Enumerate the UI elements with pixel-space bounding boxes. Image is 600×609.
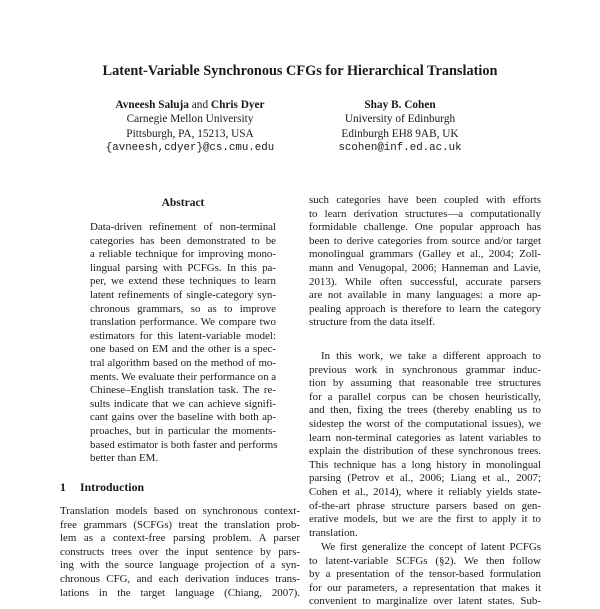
text-line: chronous grammars, so as to improve bbox=[90, 302, 276, 315]
text-line: per, we extend these techniques to learn bbox=[90, 275, 276, 288]
text-line: for a parallel corpus can be chosen heuristically, bbox=[309, 390, 541, 403]
text-line: We first generalize the concept of latent PCFGs bbox=[321, 541, 541, 553]
text-line: a reliable technique for improving mono- bbox=[90, 248, 276, 261]
author-address: Edinburgh EH8 9AB, UK bbox=[341, 127, 459, 140]
text-line: sidestep the worst of the computational issues), we bbox=[309, 417, 541, 430]
author-email: {avneesh,cdyer}@cs.cmu.edu bbox=[105, 141, 275, 154]
text-line: are not available in many languages: a more ap- bbox=[309, 289, 541, 302]
author-block-edinburgh bbox=[300, 98, 500, 155]
text-line: categories has been demonstrated to be bbox=[90, 234, 276, 247]
author-name: Avneesh Saluja bbox=[115, 99, 189, 111]
text-line: pealing approach is therefore to learn the category bbox=[309, 302, 541, 315]
text-line: chronous CFG, and each derivation induces trans- bbox=[60, 572, 300, 585]
abstract-heading: Abstract bbox=[161, 197, 205, 209]
text-line: for our parameters, a representation that makes it bbox=[309, 581, 541, 594]
text-line: lingual parsing with PCFGs. In this pa- bbox=[90, 261, 276, 274]
abstract-body bbox=[90, 221, 276, 466]
text-line: tral algorithm based on the method of mo- bbox=[90, 356, 276, 369]
text-line: parsing (Petrov et al., 2006; Liang et al., 2007; bbox=[309, 472, 541, 485]
text-line: free grammars (SCFGs) treat the translation prob- bbox=[60, 518, 300, 531]
text-line: latent refinements of single-category syn- bbox=[90, 288, 276, 301]
text-line: better than EM. bbox=[90, 452, 159, 465]
author-address: Pittsburgh, PA, 15213, USA bbox=[126, 127, 254, 140]
text-line: one based on EM and the other is a spec- bbox=[90, 343, 276, 356]
text-line: estimators for this latent-variable model: bbox=[90, 329, 276, 342]
text-line: tion by assuming that reasonable tree structures bbox=[309, 377, 541, 390]
intro-paragraph-2 bbox=[309, 194, 541, 330]
intro-paragraph-4 bbox=[309, 541, 541, 609]
author-name: Chris Dyer bbox=[210, 99, 265, 111]
text-line: Data-driven refinement of non-terminal bbox=[90, 221, 276, 233]
text-line: 2013). While often successful, accurate parsers bbox=[309, 275, 541, 288]
text-line: to learn derivation structures—a computationally bbox=[309, 207, 541, 220]
author-email: scohen@inf.ed.ac.uk bbox=[338, 141, 462, 154]
text-line: erative models, but we are the first to apply it to bbox=[309, 513, 541, 526]
section-number: 1 bbox=[60, 480, 66, 494]
author-affiliation: Carnegie Mellon University bbox=[126, 113, 254, 126]
text-line: sults indicate that we can achieve signifi- bbox=[90, 397, 276, 410]
text-line: translation performance. We compare two bbox=[90, 316, 276, 329]
text-line: lem as a context-free parsing problem. A parser bbox=[60, 532, 300, 545]
intro-paragraph-3 bbox=[309, 350, 541, 540]
text-line: by a presentation of the tensor-based formulation bbox=[309, 568, 541, 581]
text-line: to latent-variable SCFGs (§2). We then follow bbox=[309, 554, 541, 567]
text-line: based estimator is both faster and performs bbox=[90, 438, 278, 451]
text-line: learn non-terminal categories as latent variables to bbox=[309, 431, 541, 444]
text-line: convenient to marginalize over latent states. Sub- bbox=[309, 595, 541, 608]
author-name: Shay B. Cohen bbox=[364, 99, 436, 111]
text-line: Translation models based on synchronous context- bbox=[60, 505, 300, 517]
text-line: been to derive categories from source and/or target bbox=[309, 234, 541, 247]
text-line: proaches, but in particular the moments- bbox=[90, 424, 276, 437]
text-line: Cohen et al., 2014), where it reliably yields state- bbox=[309, 485, 541, 498]
author-block-cmu bbox=[70, 98, 310, 155]
text-line: such categories have been coupled with efforts bbox=[309, 194, 541, 206]
author-conjunction: and bbox=[188, 99, 211, 111]
text-line: lations in the target language (Chiang, 2007). bbox=[60, 586, 300, 599]
section-title: Introduction bbox=[80, 480, 145, 494]
text-line: ments. We evaluate their performance on a bbox=[90, 370, 277, 383]
text-line: mann and Venugopal, 2006; Hanneman and Lavie, bbox=[309, 261, 541, 274]
text-line: cant gains over the baseline with both ap- bbox=[90, 411, 276, 424]
text-line: monolingual grammars (Galley et al., 2004; Zoll- bbox=[309, 248, 541, 261]
intro-paragraph-1 bbox=[60, 505, 300, 600]
text-line: previous work in synchronous grammar induc- bbox=[309, 363, 541, 376]
text-line: formidable challenge. One popular approach has bbox=[309, 221, 541, 234]
text-line: of-the-art phrase structure parsers based on gen- bbox=[309, 499, 541, 512]
text-line: structure from the data itself. bbox=[309, 316, 436, 329]
text-line: Chinese–English translation task. The re- bbox=[90, 384, 276, 397]
text-line: explain the distribution of these synchronous trees. bbox=[309, 445, 541, 458]
text-line: In this work, we take a different approach to bbox=[321, 350, 541, 362]
section-heading-introduction bbox=[60, 480, 144, 495]
text-line: This technique has a long history in monolingual bbox=[309, 458, 541, 471]
text-line: ing with the source language projection of a syn- bbox=[60, 559, 300, 572]
paper-title: Latent-Variable Synchronous CFGs for Hierarchical Translation bbox=[102, 63, 498, 79]
text-line: translation. bbox=[309, 526, 358, 539]
author-affiliation: University of Edinburgh bbox=[344, 113, 456, 126]
text-line: and then, fixing the trees (thereby enabling us to bbox=[309, 404, 541, 417]
text-line: constructs trees over the input sentence by pars- bbox=[60, 545, 300, 558]
